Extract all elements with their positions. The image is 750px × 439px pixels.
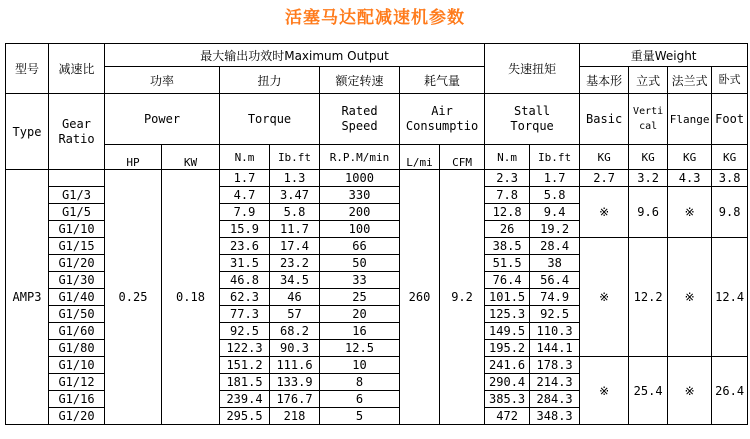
- weight-flange-cell: ※: [668, 187, 712, 238]
- rpm-cell: 200: [320, 204, 400, 221]
- stall-lbft-cell: 38: [530, 255, 580, 272]
- header-row-3: [6, 94, 748, 145]
- power-kw-cell: 0.18: [162, 170, 220, 425]
- torque-lbft-cell: 17.4: [270, 238, 320, 255]
- torque-lbft-cell: 11.7: [270, 221, 320, 238]
- torque-lbft-cell: 218: [270, 408, 320, 425]
- gear-ratio-line-2: Ratio: [58, 131, 95, 146]
- rpm-cell: 33: [320, 272, 400, 289]
- weight-foot-cell: 26.4: [712, 357, 748, 425]
- ratio-cell: G1/15: [49, 238, 105, 255]
- weight-foot-cell: 9.8: [712, 187, 748, 238]
- rpm-cell: 66: [320, 238, 400, 255]
- rpm-cell: 50: [320, 255, 400, 272]
- stall-lbft-cell: 56.4: [530, 272, 580, 289]
- basic-header-cn: 基本形: [580, 67, 629, 94]
- weight-flange-cell: 4.3: [668, 170, 712, 187]
- stall-lbft-cell: 214.3: [530, 374, 580, 391]
- torque-lbft-cell: 176.7: [270, 391, 320, 408]
- rpm-cell: 20: [320, 306, 400, 323]
- air-consumption-header-en: [400, 94, 485, 145]
- stall-lbft-cell: 348.3: [530, 408, 580, 425]
- torque-lbft-cell: 111.6: [270, 357, 320, 374]
- torque-lbft-cell: 5.8: [270, 204, 320, 221]
- stall-lbft-cell: 74.9: [530, 289, 580, 306]
- ratio-header-cn: 减速比: [49, 44, 105, 94]
- page-title: 活塞马达配减速机参数: [285, 8, 465, 28]
- ratio-cell: G1/10: [49, 221, 105, 238]
- foot-header-cn: 卧式: [712, 67, 748, 94]
- stall-lbft-cell: 284.3: [530, 391, 580, 408]
- vertical-header-en: [629, 94, 668, 145]
- air-cfm-cell: 9.2: [440, 170, 485, 425]
- torque-lbft-cell: 68.2: [270, 323, 320, 340]
- weight-foot-cell: 3.8: [712, 170, 748, 187]
- stall-line-1: Stall: [514, 104, 551, 118]
- stall-nm-cell: 7.8: [485, 187, 530, 204]
- unit-stall-lbft: Ib.ft: [530, 145, 580, 170]
- torque-lbft-cell: 90.3: [270, 340, 320, 357]
- ratio-cell: G1/20: [49, 408, 105, 425]
- weight-vertical-cell: 9.6: [629, 187, 668, 238]
- unit-torque-lbft: Ib.ft: [270, 145, 320, 170]
- stall-lbft-cell: 5.8: [530, 187, 580, 204]
- torque-nm-cell: 31.5: [220, 255, 270, 272]
- stall-nm-cell: 149.5: [485, 323, 530, 340]
- weight-basic-cell: ※: [580, 357, 629, 425]
- rated-speed-line-1: Rated: [341, 104, 378, 118]
- ratio-cell: G1/3: [49, 187, 105, 204]
- torque-nm-cell: 151.2: [220, 357, 270, 374]
- rpm-cell: 330: [320, 187, 400, 204]
- air-line-2: Consumptio: [405, 119, 479, 133]
- torque-nm-cell: 62.3: [220, 289, 270, 306]
- torque-nm-cell: 15.9: [220, 221, 270, 238]
- stall-lbft-cell: 19.2: [530, 221, 580, 238]
- stall-nm-cell: 385.3: [485, 391, 530, 408]
- basic-header-en: Basic: [580, 94, 629, 145]
- weight-vertical-cell: 25.4: [629, 357, 668, 425]
- rated-speed-line-2: Speed: [341, 119, 378, 133]
- torque-nm-cell: 77.3: [220, 306, 270, 323]
- rpm-cell: 16: [320, 323, 400, 340]
- weight-basic-cell: 2.7: [580, 170, 629, 187]
- max-output-header: 最大输出功效时Maximum Output: [105, 44, 485, 67]
- torque-lbft-cell: 133.9: [270, 374, 320, 391]
- unit-kg-flange: KG: [668, 145, 712, 170]
- power-hp-cell: 0.25: [105, 170, 162, 425]
- weight-flange-cell: ※: [668, 238, 712, 357]
- weight-flange-cell: ※: [668, 357, 712, 425]
- vertical-line-1: Verti: [633, 106, 664, 117]
- torque-lbft-cell: 46: [270, 289, 320, 306]
- rpm-cell: 6: [320, 391, 400, 408]
- torque-nm-cell: 239.4: [220, 391, 270, 408]
- unit-kg-foot: KG: [712, 145, 748, 170]
- stall-nm-cell: 125.3: [485, 306, 530, 323]
- weight-vertical-cell: 12.2: [629, 238, 668, 357]
- unit-rpm: R.P.M/min: [320, 145, 400, 170]
- torque-nm-cell: 23.6: [220, 238, 270, 255]
- power-header-en: Power: [105, 94, 220, 145]
- rpm-cell: 100: [320, 221, 400, 238]
- header-row-2: [6, 67, 748, 94]
- model-cell: AMP3: [6, 170, 49, 425]
- weight-foot-cell: 12.4: [712, 238, 748, 357]
- stall-nm-cell: 12.8: [485, 204, 530, 221]
- ratio-cell: G1/16: [49, 391, 105, 408]
- vertical-line-2: cal: [639, 121, 658, 132]
- unit-kw: KW: [162, 145, 220, 170]
- torque-nm-cell: 295.5: [220, 408, 270, 425]
- stall-torque-header-en: [485, 94, 580, 145]
- rpm-cell: 25: [320, 289, 400, 306]
- model-header-cn: 型号: [6, 44, 49, 94]
- torque-nm-cell: 7.9: [220, 204, 270, 221]
- table-row: [6, 170, 748, 187]
- stall-torque-header-cn: 失速扭矩: [485, 44, 580, 94]
- rpm-cell: 5: [320, 408, 400, 425]
- unit-cfm: CFM: [440, 145, 485, 170]
- stall-lbft-cell: 1.7: [530, 170, 580, 187]
- flange-header-en: Flange: [668, 94, 712, 145]
- torque-nm-cell: 4.7: [220, 187, 270, 204]
- stall-lbft-cell: 92.5: [530, 306, 580, 323]
- stall-nm-cell: 472: [485, 408, 530, 425]
- stall-nm-cell: 38.5: [485, 238, 530, 255]
- header-row-1: [6, 44, 748, 67]
- foot-header-en: Foot: [712, 94, 748, 145]
- ratio-cell: G1/5: [49, 204, 105, 221]
- flange-header-cn: 法兰式: [668, 67, 712, 94]
- stall-nm-cell: 241.6: [485, 357, 530, 374]
- type-header-en: Type: [6, 94, 49, 170]
- air-consumption-header-cn: 耗气量: [400, 67, 485, 94]
- stall-nm-cell: 51.5: [485, 255, 530, 272]
- unit-torque-nm: N.m: [220, 145, 270, 170]
- unit-kg-vertical: KG: [629, 145, 668, 170]
- weight-header: 重量Weight: [580, 44, 748, 67]
- air-line-1: Air: [431, 104, 453, 118]
- ratio-cell: G1/50: [49, 306, 105, 323]
- ratio-cell: G1/80: [49, 340, 105, 357]
- rated-speed-header-en: [320, 94, 400, 145]
- stall-line-2: Torque: [510, 119, 554, 133]
- stall-lbft-cell: 144.1: [530, 340, 580, 357]
- spec-table: [5, 43, 748, 425]
- stall-nm-cell: 76.4: [485, 272, 530, 289]
- torque-nm-cell: 92.5: [220, 323, 270, 340]
- torque-nm-cell: 122.3: [220, 340, 270, 357]
- ratio-cell: G1/20: [49, 255, 105, 272]
- torque-lbft-cell: 3.47: [270, 187, 320, 204]
- torque-nm-cell: 46.8: [220, 272, 270, 289]
- torque-header-en: Torque: [220, 94, 320, 145]
- ratio-cell: G1/30: [49, 272, 105, 289]
- ratio-cell: G1/10: [49, 357, 105, 374]
- torque-lbft-cell: 57: [270, 306, 320, 323]
- stall-nm-cell: 26: [485, 221, 530, 238]
- unit-lmin: L/mi: [400, 145, 440, 170]
- stall-lbft-cell: 9.4: [530, 204, 580, 221]
- rated-speed-header-cn: 额定转速: [320, 67, 400, 94]
- unit-kg-basic: KG: [580, 145, 629, 170]
- stall-lbft-cell: 28.4: [530, 238, 580, 255]
- units-row: [6, 145, 748, 170]
- weight-vertical-cell: 3.2: [629, 170, 668, 187]
- torque-nm-cell: 181.5: [220, 374, 270, 391]
- weight-basic-cell: ※: [580, 238, 629, 357]
- weight-basic-cell: ※: [580, 187, 629, 238]
- unit-stall-nm: N.m: [485, 145, 530, 170]
- ratio-cell: G1/12: [49, 374, 105, 391]
- power-header-cn: 功率: [105, 67, 220, 94]
- stall-nm-cell: 2.3: [485, 170, 530, 187]
- rpm-cell: 10: [320, 357, 400, 374]
- air-lmin-cell: 260: [400, 170, 440, 425]
- stall-lbft-cell: 178.3: [530, 357, 580, 374]
- torque-lbft-cell: 1.3: [270, 170, 320, 187]
- stall-nm-cell: 101.5: [485, 289, 530, 306]
- ratio-cell: G1/60: [49, 323, 105, 340]
- torque-lbft-cell: 34.5: [270, 272, 320, 289]
- vertical-header-cn: 立式: [629, 67, 668, 94]
- rpm-cell: 8: [320, 374, 400, 391]
- ratio-cell: G1/40: [49, 289, 105, 306]
- unit-hp: HP: [105, 145, 162, 170]
- gear-ratio-header-en: [49, 94, 105, 170]
- ratio-cell: [49, 170, 105, 187]
- gear-ratio-line-1: Gear: [62, 116, 91, 131]
- stall-nm-cell: 290.4: [485, 374, 530, 391]
- stall-lbft-cell: 110.3: [530, 323, 580, 340]
- torque-header-cn: 扭力: [220, 67, 320, 94]
- torque-lbft-cell: 23.2: [270, 255, 320, 272]
- torque-nm-cell: 1.7: [220, 170, 270, 187]
- rpm-cell: 12.5: [320, 340, 400, 357]
- rpm-cell: 1000: [320, 170, 400, 187]
- stall-nm-cell: 195.2: [485, 340, 530, 357]
